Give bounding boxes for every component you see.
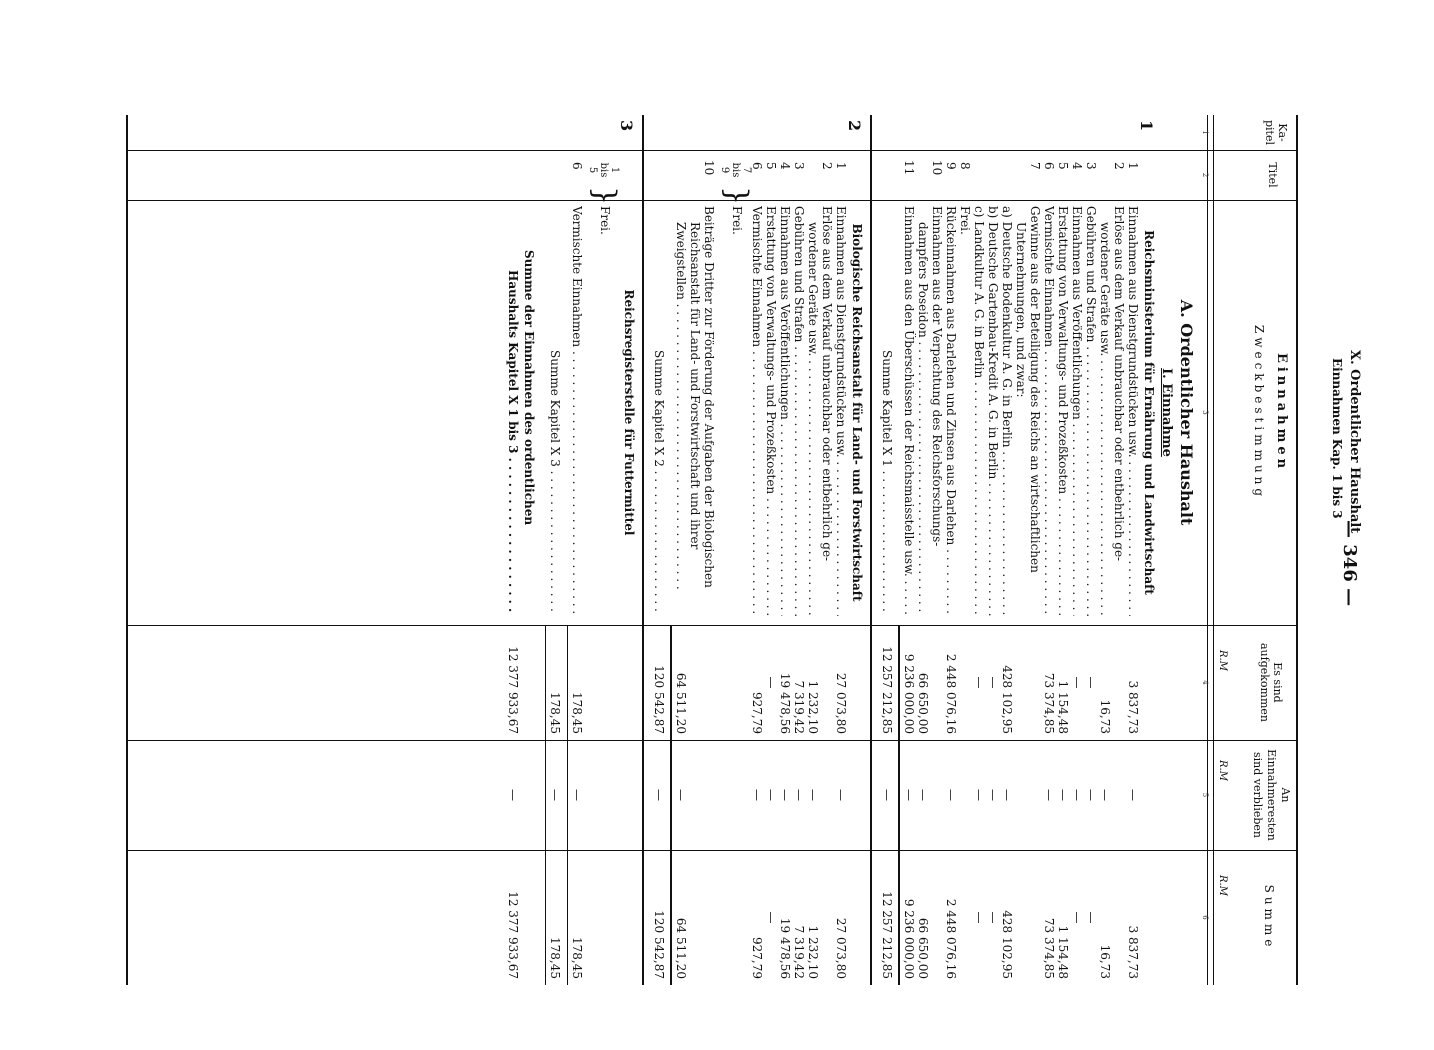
col-header-zweckbestimmung: Zweckbestimmung <box>1252 324 1266 501</box>
amount-total: 2 448 076,16 <box>944 898 958 979</box>
col-number: 5 <box>1201 792 1209 798</box>
entry-text: Vermischte Einnahmen . . . <box>750 206 764 616</box>
titel-number: 7 <box>1028 162 1042 170</box>
amount-remaining: — <box>916 789 930 801</box>
amount-remaining: — <box>570 789 584 801</box>
amount-total: 3 837,73 <box>1126 925 1140 979</box>
amount-collected: 73 374,85 <box>1042 672 1056 734</box>
section-header: X. Ordentlicher Haushalt <box>1347 350 1362 534</box>
col-number: 4 <box>1201 680 1209 685</box>
subtotal-rule <box>545 625 546 985</box>
titel-number: 8 <box>958 162 972 170</box>
chapter-sum-label: Summe Kapitel X 3 . . . <box>548 350 562 616</box>
amount-total: 428 102,95 <box>1000 910 1014 979</box>
entry-text: Frei. <box>598 206 612 235</box>
table-top-rule <box>1296 115 1298 985</box>
amount-collected: 927,79 <box>750 692 764 734</box>
entry-text: Frei. <box>730 206 744 235</box>
entry-text: dampfers Poseidon . . . <box>916 222 930 616</box>
entry-text: b) Deutsche Gartenbau-Kredit A. G. in Berlin . . . <box>986 206 1000 616</box>
chapter-heading: Biologische Reichsanstalt für Land- und Forstwirtschaft <box>850 223 864 602</box>
table-bottom-rule <box>126 115 128 985</box>
amount-collected: 1 232,10 <box>806 680 820 734</box>
titel-number: 1 <box>1126 162 1140 170</box>
amount-total: 1 232,10 <box>806 925 820 979</box>
entry-text: Erlöse aus dem Verkauf unbrauchbar oder entbehrlich ge- <box>820 206 834 562</box>
col-rule-auf <box>128 740 1298 741</box>
header-bottom-rule <box>1213 115 1214 985</box>
amount-collected: — <box>1070 676 1084 689</box>
titel-number: 6 <box>1042 162 1056 170</box>
titel-range: 7 bis 9 <box>719 162 752 178</box>
amount-remaining: — <box>944 789 958 801</box>
kapitel-number: 2 <box>845 120 864 132</box>
grand-total-collected: 12 377 933,67 <box>506 646 520 734</box>
chapter-sum-label: Summe Kapitel X 2 . . . <box>652 350 666 616</box>
grand-total-total: 12 377 933,67 <box>506 891 520 979</box>
entry-text: Gebühren und Strafen . . . <box>792 206 806 616</box>
entry-text: Reichsanstalt für Land- und Forstwirtschaft und ihrer <box>688 222 702 550</box>
amount-total: 9 236 000,00 <box>902 898 916 979</box>
titel-number: 9 <box>944 162 958 170</box>
amount-total: 178,45 <box>570 937 584 979</box>
amount-collected: — <box>972 676 986 689</box>
col-rule-rest <box>128 850 1298 851</box>
chapter-sum-total: 12 257 212,85 <box>880 891 894 979</box>
amount-total: 27 073,80 <box>834 917 848 979</box>
amount-total: 16,73 <box>1098 944 1112 979</box>
col-number: 3 <box>1201 410 1209 415</box>
entry-text: Einnahmen aus Dienstgrundstücken usw. . . . <box>1126 206 1140 616</box>
col-number: 1 <box>1201 130 1209 135</box>
chapter-separator <box>870 115 872 985</box>
amount-remaining: — <box>1126 789 1140 801</box>
chapter-sum-remaining: — <box>652 789 666 801</box>
col-header-einnahmen: Einnahmen <box>1274 352 1289 473</box>
amount-remaining: — <box>986 789 1000 801</box>
entry-text: Gewinne aus der Beteiligung des Reichs an wirtschaftlichen <box>1028 206 1042 573</box>
entry-text: Unternehmungen, und zwar: <box>1014 222 1028 398</box>
brace-icon: } <box>719 186 754 206</box>
amount-total: — <box>986 911 1000 924</box>
amount-collected: 19 478,56 <box>778 672 792 734</box>
col-header-summe: Summe <box>1262 884 1276 951</box>
brace-icon: } <box>587 186 622 206</box>
titel-number: 4 <box>778 162 792 170</box>
amount-collected: 16,73 <box>1098 699 1112 734</box>
entry-text: Beiträge Dritter zur Förderung der Aufgaben der Biologischen <box>702 206 716 588</box>
amount-collected: — <box>986 676 1000 689</box>
entry-text: Einnahmen aus der Verpachtung des Reichsforschungs- <box>930 206 944 547</box>
amount-total: 927,79 <box>750 937 764 979</box>
amount-remaining: — <box>972 789 986 801</box>
amount-remaining: — <box>1056 789 1070 801</box>
subtotal-rule <box>567 625 568 985</box>
amount-total: — <box>972 911 986 924</box>
chapter-sum-remaining: — <box>880 789 894 801</box>
chapter-sum-remaining: — <box>548 789 562 801</box>
entry-text: Erstattung von Verwaltungs- und Prozeßkosten . . . <box>764 206 778 616</box>
entry-text: Einnahmen aus Veröffentlichungen . . . <box>1070 206 1084 616</box>
unit-rm-rest: R.M <box>1217 760 1228 781</box>
amount-remaining: — <box>778 789 792 801</box>
titel-number: 4 <box>1070 162 1084 170</box>
grand-total-label: Summe der Einnahmen des ordentlichen <box>522 250 536 526</box>
amount-collected: 1 154,48 <box>1056 680 1070 734</box>
amount-total: 64 511,20 <box>674 917 688 979</box>
entry-text: Vermischte Einnahmen . . . <box>570 206 584 616</box>
amount-remaining: — <box>806 789 820 801</box>
amount-remaining: — <box>764 789 778 801</box>
entry-text: a) Deutsche Bodenkultur A. G. in Berlin . . . <box>1000 206 1014 616</box>
titel-number: 1 <box>834 162 848 170</box>
chapter-sum-collected: 12 257 212,85 <box>880 646 894 734</box>
entry-text: Gebühren und Strafen . . . <box>1084 206 1098 616</box>
col-header-aufgekommen: Es sind aufgekommen <box>1258 642 1284 722</box>
amount-total: 7 319,42 <box>792 925 806 979</box>
col-header-kapitel: Ka- pitel <box>1263 119 1289 145</box>
entry-text: Vermischte Einnahmen . . . <box>1042 206 1056 616</box>
kapitel-number: 1 <box>1137 120 1156 132</box>
amount-collected: 66 650,00 <box>916 672 930 734</box>
amount-collected: 2 448 076,16 <box>944 653 958 734</box>
chapter-sum-total: 178,45 <box>548 937 562 979</box>
chapter-heading: Reichsregisterstelle für Futtermittel <box>622 289 636 536</box>
chapter-sum-collected: 178,45 <box>548 692 562 734</box>
amount-remaining: — <box>1000 789 1014 801</box>
amount-total: 66 650,00 <box>916 917 930 979</box>
col-number: 2 <box>1201 172 1209 178</box>
amount-total: — <box>1084 911 1098 924</box>
amount-total: 19 478,56 <box>778 917 792 979</box>
amount-remaining: — <box>1070 789 1084 801</box>
chapter-sum-collected: 120 542,87 <box>652 665 666 734</box>
titel-number: 2 <box>820 162 834 170</box>
chapter-heading: Reichsministerium für Ernährung und Landwirtschaft <box>1142 230 1156 595</box>
titel-number: 11 <box>902 160 916 176</box>
entry-text: wordener Geräte usw. . . . <box>806 222 820 616</box>
amount-remaining: — <box>674 789 688 801</box>
titel-number: 3 <box>792 162 806 170</box>
amount-remaining: — <box>1042 789 1056 801</box>
kapitel-number: 3 <box>617 120 636 132</box>
amount-remaining: — <box>792 789 806 801</box>
entry-text: Einnahmen aus den Überschüssen der Reichsmaisstelle usw. . . . <box>902 206 916 616</box>
amount-remaining: — <box>1098 789 1112 801</box>
entry-text: Einnahmen aus Dienstgrundstücken usw. . . . <box>834 206 848 616</box>
unit-rm-sum: R.M <box>1217 875 1228 896</box>
amount-remaining: — <box>750 789 764 801</box>
entry-text: Erstattung von Verwaltungs- und Prozeßkosten . . . <box>1056 206 1070 616</box>
titel-number: 3 <box>1084 162 1098 170</box>
col-number: 6 <box>1201 915 1209 920</box>
document-page <box>0 50 1384 1050</box>
titel-number: 5 <box>764 162 778 170</box>
amount-collected: 428 102,95 <box>1000 665 1014 734</box>
grand-total-remaining: — <box>506 789 520 801</box>
titel-number: 10 <box>930 160 944 176</box>
titel-number: 10 <box>702 160 716 176</box>
titel-number: 6 <box>570 162 584 170</box>
entry-text: Erlöse aus dem Verkauf unbrauchbar oder entbehrlich ge- <box>1112 206 1126 562</box>
amount-total: — <box>764 911 778 924</box>
subtotal-rule <box>670 625 672 985</box>
amount-total: — <box>1070 911 1084 924</box>
amount-collected: 64 511,20 <box>674 672 688 734</box>
einnahme-title: I. Einnahme <box>1159 368 1174 457</box>
entry-text: Frei. <box>958 206 972 235</box>
amount-collected: — <box>764 676 778 689</box>
col-rule-text <box>128 625 1298 626</box>
entry-text: Einnahmen aus Veröffentlichungen . . . <box>778 206 792 616</box>
amount-collected: 27 073,80 <box>834 672 848 734</box>
amount-collected: — <box>1084 676 1098 689</box>
amount-collected: 7 319,42 <box>792 680 806 734</box>
entry-text: wordener Geräte usw. . . . <box>1098 222 1112 616</box>
amount-remaining: — <box>834 789 848 801</box>
amount-remaining: — <box>1084 789 1098 801</box>
amount-total: 73 374,85 <box>1042 917 1056 979</box>
amount-collected: 3 837,73 <box>1126 680 1140 734</box>
subtotal-rule <box>898 625 900 985</box>
col-header-titel: Titel <box>1266 162 1279 188</box>
titel-number: 6 <box>750 162 764 170</box>
amount-total: 1 154,48 <box>1056 925 1070 979</box>
haushalt-title: A. Ordentlicher Haushalt <box>1177 299 1196 526</box>
page-number: — 346 — <box>1339 520 1360 607</box>
amount-collected: 9 236 000,00 <box>902 653 916 734</box>
entry-text: Zweigstellen . . . <box>674 222 688 616</box>
entry-text: c) Landkultur A. G. in Berlin . . . <box>972 206 986 616</box>
col-rule-titel <box>128 200 1298 201</box>
amount-collected: 178,45 <box>570 692 584 734</box>
col-rule-kapitel <box>128 150 1298 151</box>
titel-range: 1 bis 5 <box>587 162 620 178</box>
titel-number: 2 <box>1112 162 1126 170</box>
unit-rm-auf: R.M <box>1217 650 1228 671</box>
grand-total-label-2: Haushalts Kapitel X 1 bis 3 . . . <box>506 270 520 616</box>
titel-number: 5 <box>1056 162 1070 170</box>
chapter-sum-total: 120 542,87 <box>652 910 666 979</box>
entry-text: Rückeinnahmen aus Darlehen und Zinsen aus Darlehen . . . <box>944 206 958 616</box>
section-subtitle: Einnahmen Kap. 1 bis 3 <box>1330 358 1344 519</box>
chapter-separator <box>642 115 644 985</box>
amount-remaining: — <box>902 789 916 801</box>
chapter-sum-label: Summe Kapitel X 1 . . . <box>880 350 894 616</box>
col-header-reste: An Einnahmeresten sind verblieben <box>1251 749 1292 841</box>
